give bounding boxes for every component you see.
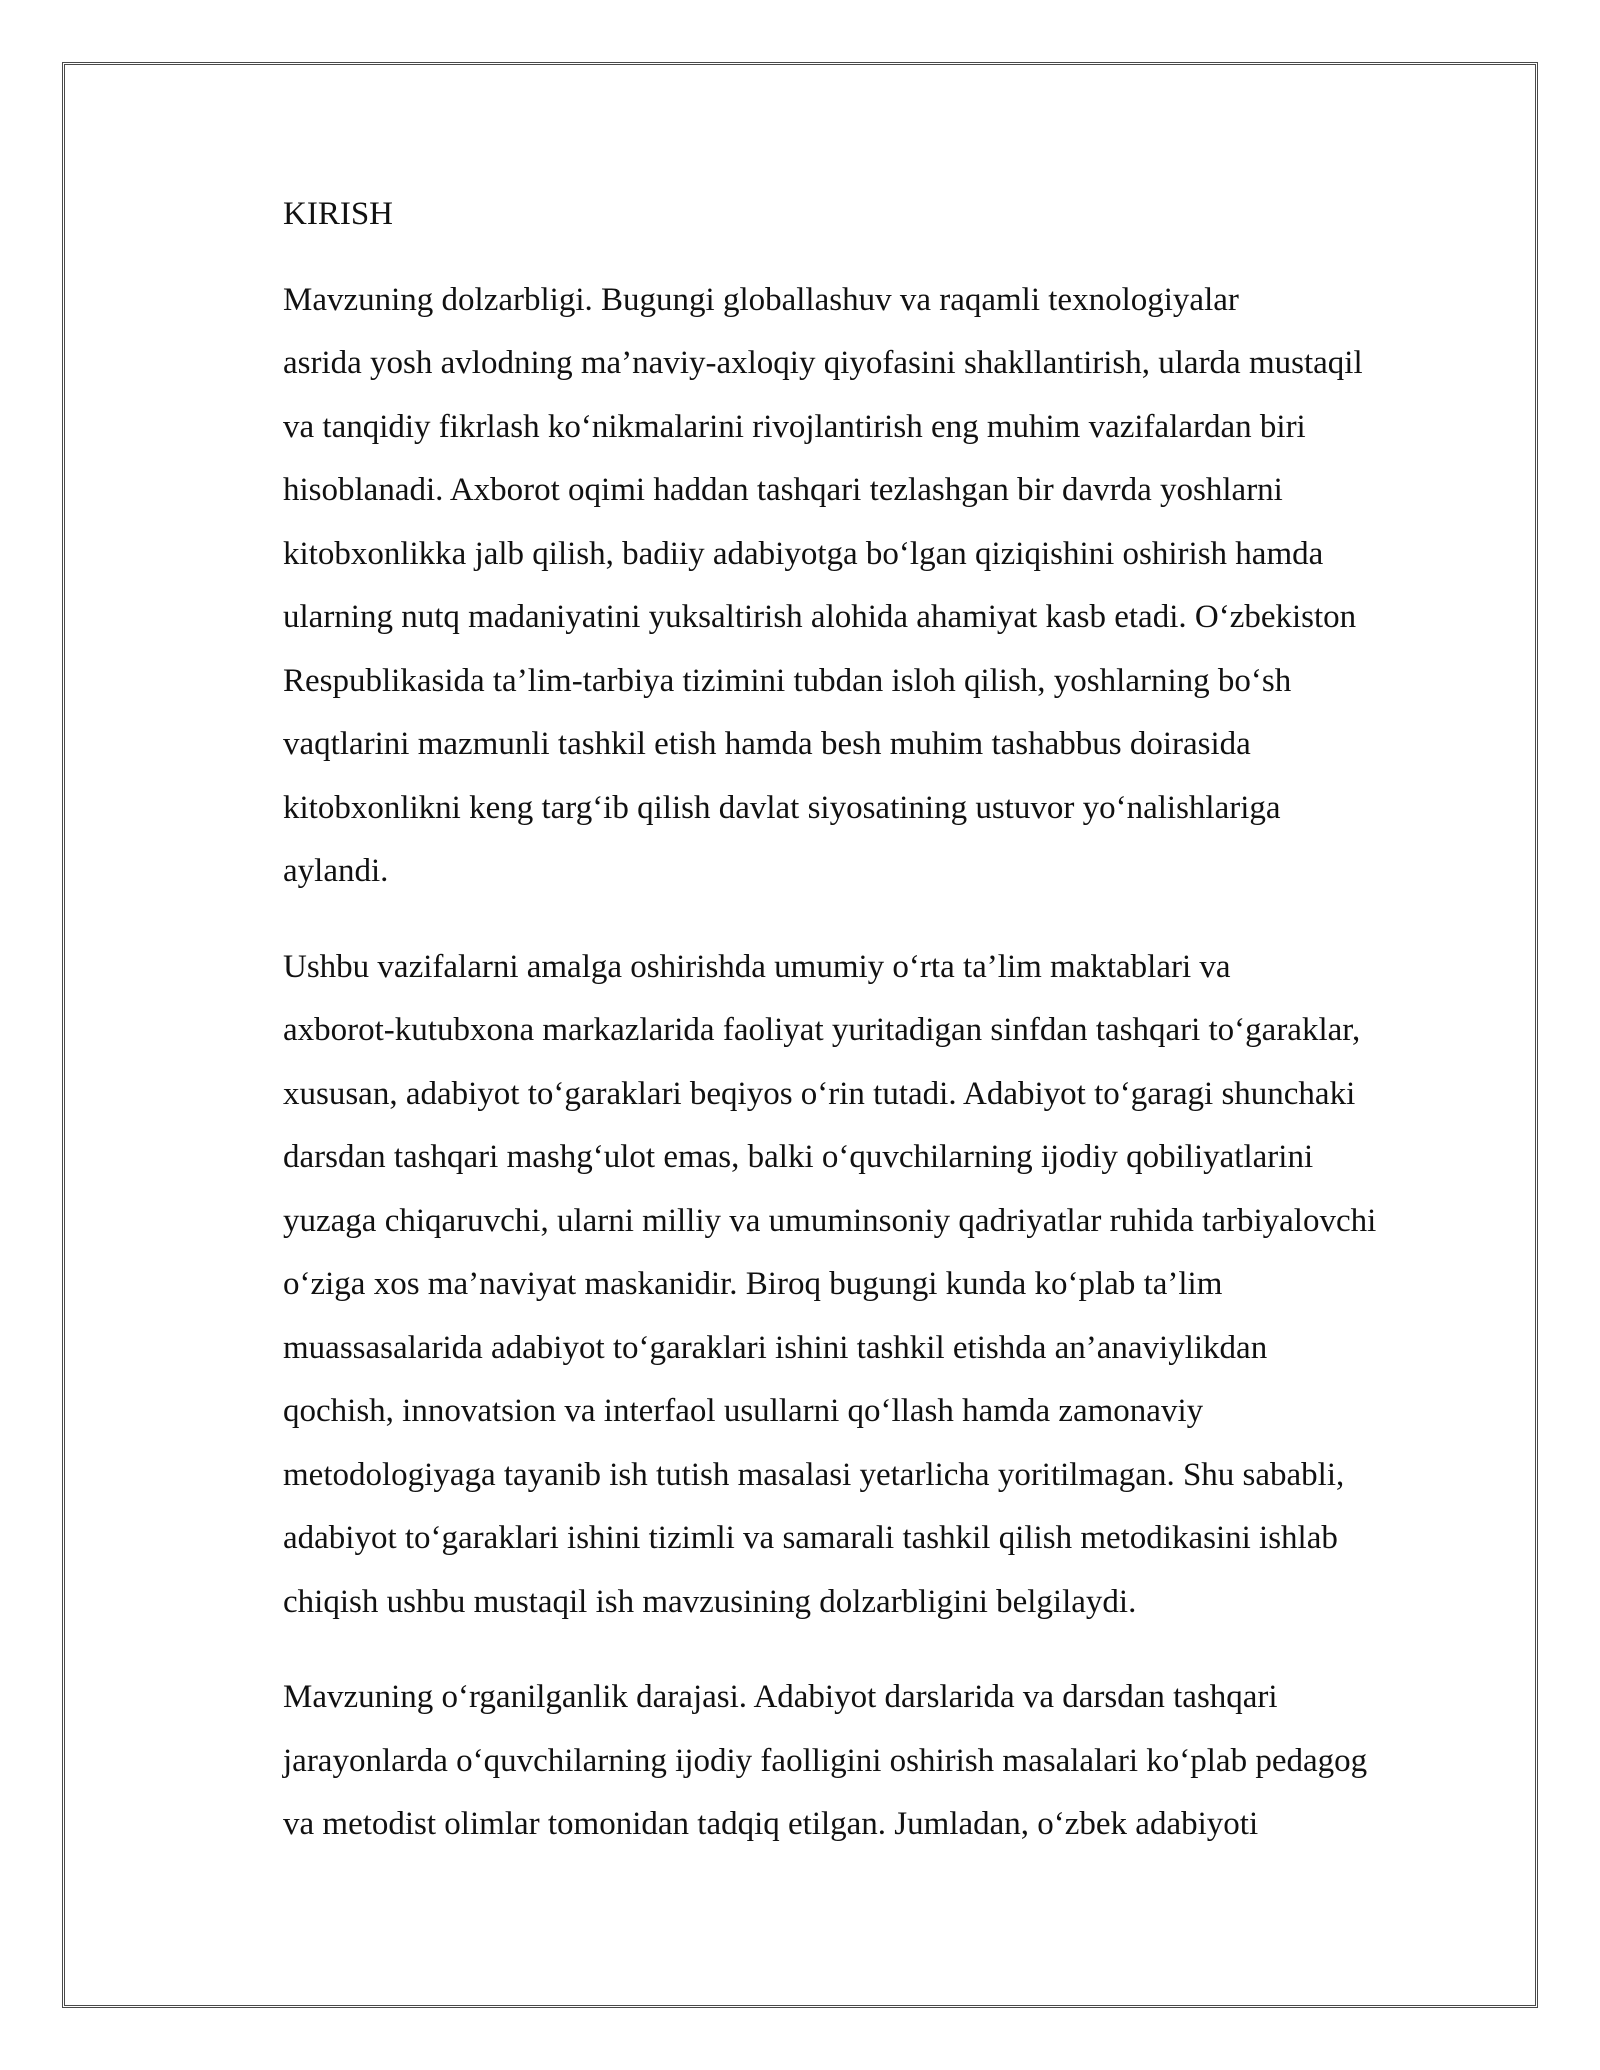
text-line: jarayonlarda o‘quvchilarning ijodiy faolligini oshirish masalalari ko‘plab pedagog [283,1742,1368,1779]
text-line: chiqish ushbu mustaqil ish mavzusining dolzarbligini belgilaydi. [283,1583,1137,1620]
text-line: kitobxonlikni keng targ‘ib qilish davlat siyosatining ustuvor yo‘nalishlariga [283,789,1281,826]
text-line: o‘ziga xos ma’naviyat maskanidir. Biroq bugungi kunda ko‘plab ta’lim [283,1266,1223,1302]
text-line: adabiyot to‘garaklari ishini tizimli va samarali tashkil qilish metodikasini ishlab [283,1520,1338,1556]
text-line: va tanqidiy fikrlash ko‘nikmalarini rivojlantirish eng muhim vazifalardan biri [283,408,1306,445]
text-line: qochish, innovatsion va interfaol usullarni qo‘llash hamda zamonaviy [283,1393,1204,1429]
text-line: Respublikasida ta’lim-tarbiya tizimini tubdan isloh qilish, yoshlarning bo‘sh [283,662,1292,699]
text-line: vaqtlarini mazmunli tashkil etish hamda besh muhim tashabbus doirasida [283,726,1251,762]
text-line: xususan, adabiyot to‘garaklari beqiyos o‘rin tutadi. Adabiyot to‘garagi shunchaki [283,1075,1356,1112]
text-line: Mavzuning o‘rganilganlik darajasi. Adabiyot darslarida va darsdan tashqari [283,1679,1278,1715]
text-line: hisoblanadi. Axborot oqimi haddan tashqari tezlashgan bir davrda yoshlarni [283,472,1283,508]
text-line: muassasalarida adabiyot to‘garaklari ishini tashkil etishda an’anaviylikdan [283,1329,1268,1366]
text-line: axborot-kutubxona markazlarida faoliyat yuritadigan sinfdan tashqari to‘garaklar, [283,1012,1361,1048]
text-line: va metodist olimlar tomonidan tadqiq etilgan. Jumladan, o‘zbek adabiyoti [283,1806,1259,1842]
text-line: Ushbu vazifalarni amalga oshirishda umumiy o‘rta ta’lim maktablari va [283,948,1231,985]
paragraph-tasks [190,936,1420,1635]
paragraph-research-degree [190,1666,1420,1857]
text-line: kitobxonlikka jalb qilish, badiiy adabiyotga bo‘lgan qiziqishini oshirish hamda [283,535,1324,572]
text-line: darsdan tashqari mashg‘ulot emas, balki o‘quvchilarning ijodiy qobiliyatlarini [283,1139,1314,1175]
paragraph-relevance [190,269,1420,904]
section-heading: KIRISH [283,196,394,232]
document-body [190,183,1420,1889]
text-line: metodologiyaga tayanib ish tutish masalasi yetarlicha yoritilmagan. Shu sababli, [283,1456,1345,1493]
text-line: Mavzuning dolzarbligi. Bugungi globallashuv va raqamli texnologiyalar [283,281,1239,318]
text-line: yuzaga chiqaruvchi, ularni milliy va umuminsoniy qadriyatlar ruhida tarbiyalovchi [283,1202,1377,1239]
text-line: ularning nutq madaniyatini yuksaltirish alohida ahamiyat kasb etadi. O‘zbekiston [283,599,1357,635]
text-line: aylandi. [283,853,389,889]
text-line: asrida yosh avlodning ma’naviy-axloqiy qiyofasini shakllantirish, ularda mustaqil [283,345,1363,381]
